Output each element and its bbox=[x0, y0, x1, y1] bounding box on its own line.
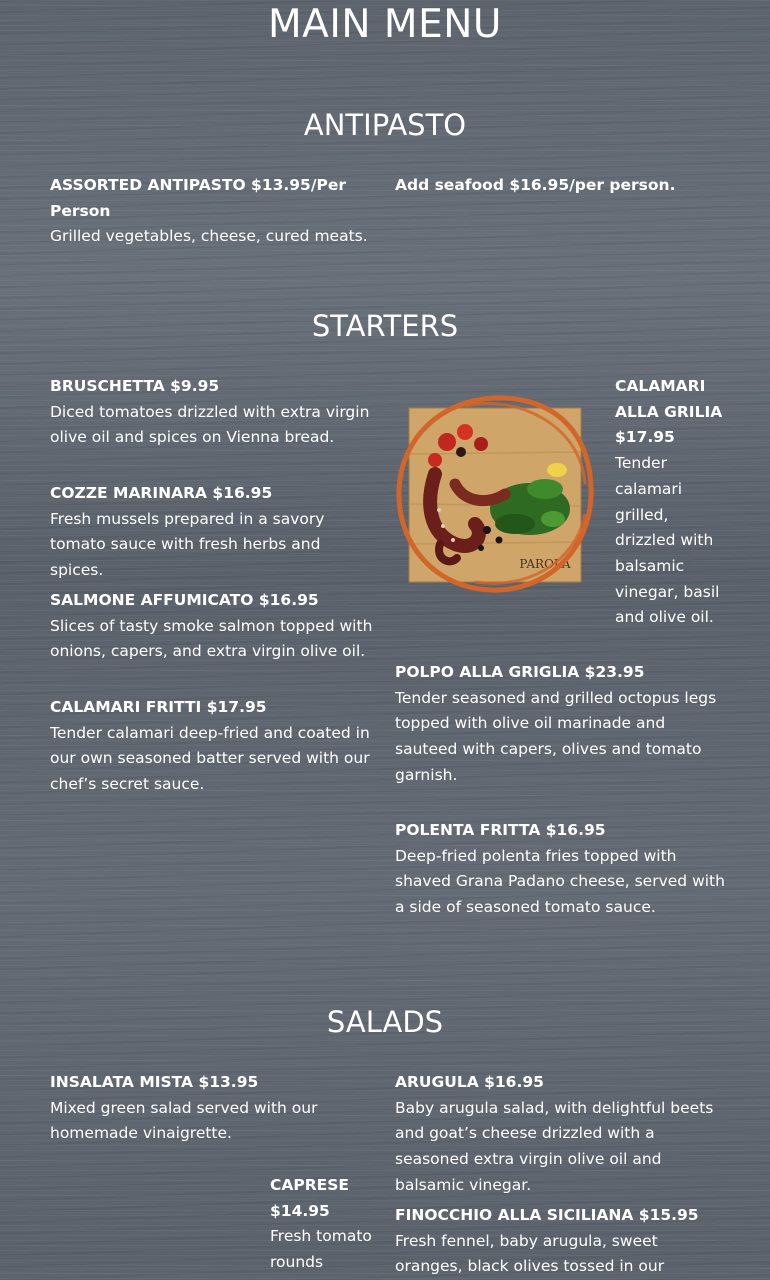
item-name: ASSORTED ANTIPASTO $13.95/Per Person bbox=[50, 176, 347, 220]
menu-item-insalata-mista bbox=[50, 1070, 360, 1147]
menu-item-assorted-antipasto bbox=[50, 173, 385, 250]
item-name: ARUGULA $16.95 bbox=[395, 1073, 544, 1091]
item-description: Fresh fennel, baby arugula, sweet oranges, black olives tossed in our bbox=[395, 1231, 665, 1276]
menu-item-polenta-fritta bbox=[395, 818, 725, 921]
item-description: Mixed green salad served with our homemade vinaigrette. bbox=[50, 1098, 318, 1143]
item-name: COZZE MARINARA $16.95 bbox=[50, 484, 273, 502]
menu-item-caprese bbox=[270, 1173, 378, 1276]
menu-item-polpo-alla-griglia bbox=[395, 660, 725, 789]
item-description: Tender seasoned and grilled octopus legs topped with olive oil marinade and sauteed with capers, olives and tomato garnish. bbox=[395, 688, 717, 784]
item-description: Slices of tasty smoke salmon topped with onions, capers, and extra virgin olive oil. bbox=[50, 616, 373, 661]
board-logo-text: PAROLA bbox=[519, 557, 571, 571]
item-name: POLPO ALLA GRIGLIA $23.95 bbox=[395, 663, 645, 681]
item-name: INSALATA MISTA $13.95 bbox=[50, 1073, 259, 1091]
item-name: SALMONE AFFUMICATO $16.95 bbox=[50, 591, 319, 609]
menu-item-arugula bbox=[395, 1070, 725, 1199]
item-name: BRUSCHETTA $9.95 bbox=[50, 377, 220, 395]
menu-item-add-seafood bbox=[395, 173, 725, 199]
menu-item-calamari-alla-grilia bbox=[615, 374, 725, 631]
item-description: Diced tomatoes drizzled with extra virgin olive oil and spices on Vienna bread. bbox=[50, 402, 370, 447]
item-description: Deep-fried polenta fries topped with shaved Grana Padano cheese, served with a side of seasoned tomato sauce. bbox=[395, 846, 725, 917]
item-name: FINOCCHIO ALLA SICILIANA $15.95 bbox=[395, 1206, 699, 1224]
octopus-dish-image bbox=[395, 394, 595, 594]
menu-item-salmone-affumicato bbox=[50, 588, 375, 665]
menu-item-finocchio-alla-siciliana bbox=[395, 1203, 725, 1280]
lemon bbox=[547, 463, 567, 477]
item-name: Add seafood $16.95/per person. bbox=[395, 176, 676, 194]
section-title-salads: SALADS bbox=[326, 1005, 444, 1039]
item-description: Fresh tomato rounds bbox=[270, 1227, 372, 1272]
octopus-dish-illustration bbox=[395, 394, 595, 594]
item-name: CAPRESE $14.95 bbox=[270, 1176, 350, 1220]
item-name: CALAMARI FRITTI $17.95 bbox=[50, 698, 267, 716]
menu-item-bruschetta bbox=[50, 374, 375, 451]
menu-item-calamari-fritti bbox=[50, 695, 375, 798]
item-name: CALAMARI ALLA GRILIA $17.95 bbox=[615, 377, 723, 447]
menu-item-cozze-marinara bbox=[50, 481, 375, 584]
section-title-starters: STARTERS bbox=[311, 309, 459, 343]
item-description: Fresh mussels prepared in a savory tomato sauce with fresh herbs and spices. bbox=[50, 509, 325, 580]
item-description: Tender calamari deep-fried and coated in our own seasoned batter served with our chef’s secret sauce. bbox=[50, 723, 370, 794]
item-description: Grilled vegetables, cheese, cured meats. bbox=[50, 227, 368, 246]
section-title-antipasto: ANTIPASTO bbox=[303, 108, 467, 142]
item-name: POLENTA FRITTA $16.95 bbox=[395, 821, 606, 839]
page-title: MAIN MENU bbox=[268, 2, 502, 47]
item-description: Baby arugula salad, with delightful beets and goat’s cheese drizzled with a seasoned extra virgin olive oil and balsamic vinegar. bbox=[395, 1098, 714, 1194]
item-description: Tender calamari grilled, drizzled with balsamic vinegar, basil and olive oil. bbox=[615, 454, 720, 627]
